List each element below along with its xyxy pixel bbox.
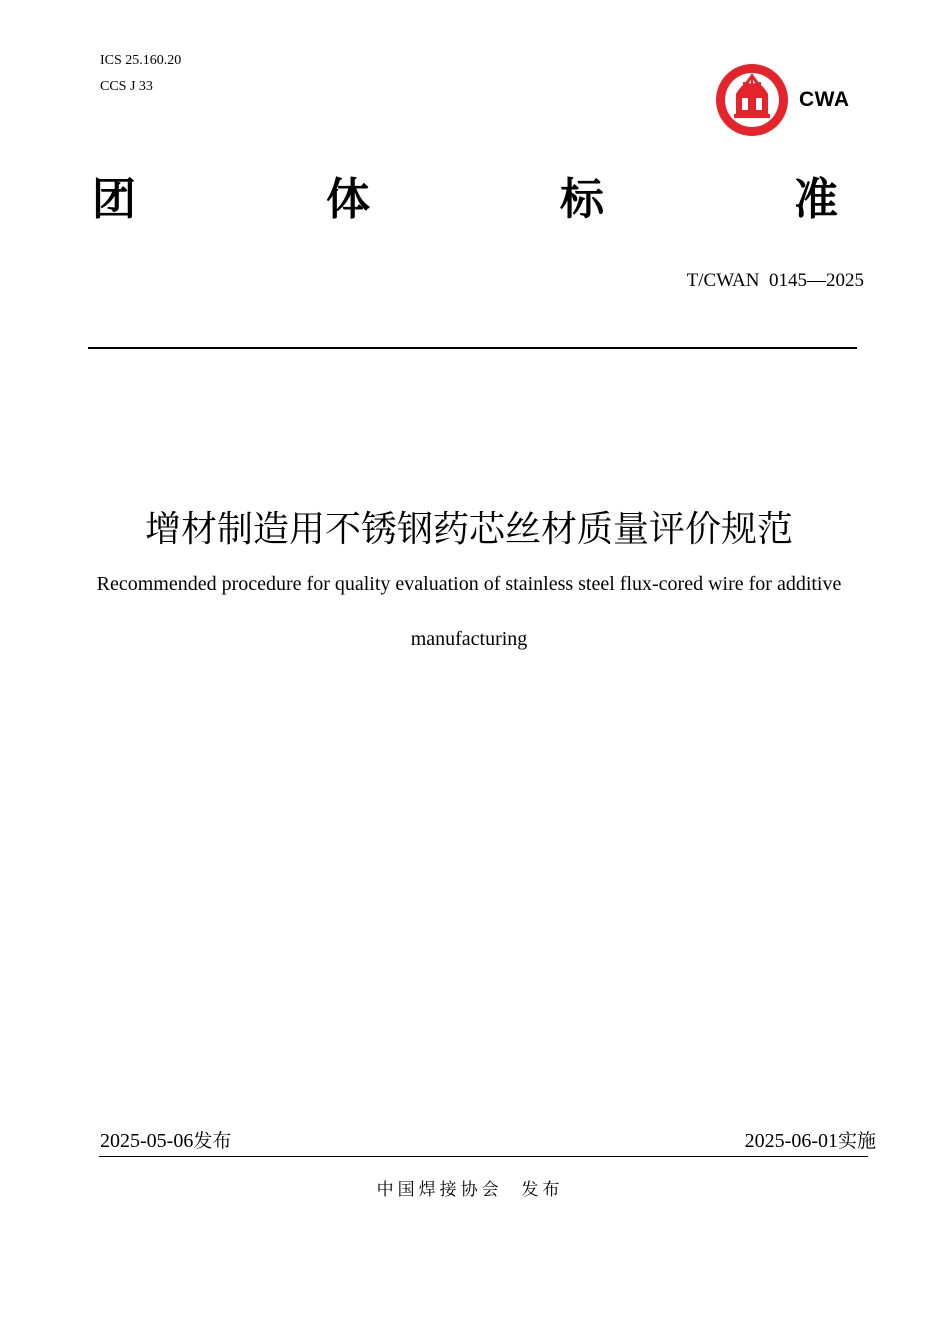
doc-type-char: 团 bbox=[92, 174, 136, 225]
top-divider bbox=[88, 347, 857, 349]
ics-code: ICS 25.160.20 bbox=[100, 53, 182, 68]
doc-type-char: 体 bbox=[326, 174, 370, 225]
ccs-code: CCS J 33 bbox=[100, 79, 153, 94]
document-type-heading bbox=[92, 168, 838, 232]
implement-label: 实施 bbox=[837, 1130, 876, 1152]
title-english-line2: manufacturing bbox=[410, 628, 528, 650]
bottom-divider bbox=[99, 1156, 868, 1157]
title-english-line1: Recommended procedure for quality evaluation of stainless steel flux-cored wire for additive bbox=[96, 573, 842, 595]
publish-date-block bbox=[100, 1127, 231, 1155]
publish-date: 2025-05-06 bbox=[100, 1130, 194, 1152]
doc-type-char: 准 bbox=[794, 174, 838, 225]
publisher-line: 中国焊接协会 发布 bbox=[376, 1180, 564, 1200]
cwa-emblem-icon bbox=[714, 62, 794, 140]
standard-number: T/CWAN 0145—2025 bbox=[686, 270, 864, 291]
doc-type-char: 标 bbox=[560, 174, 604, 225]
title-chinese: 增材制造用不锈钢药芯丝材质量评价规范 bbox=[144, 509, 793, 550]
cwa-logo bbox=[714, 62, 864, 140]
implement-date: 2025-06-01 bbox=[744, 1130, 838, 1152]
logo-acronym: CWA bbox=[799, 88, 850, 111]
implement-date-block bbox=[745, 1127, 876, 1155]
classification-codes bbox=[100, 48, 181, 100]
publish-label: 发布 bbox=[193, 1130, 232, 1152]
